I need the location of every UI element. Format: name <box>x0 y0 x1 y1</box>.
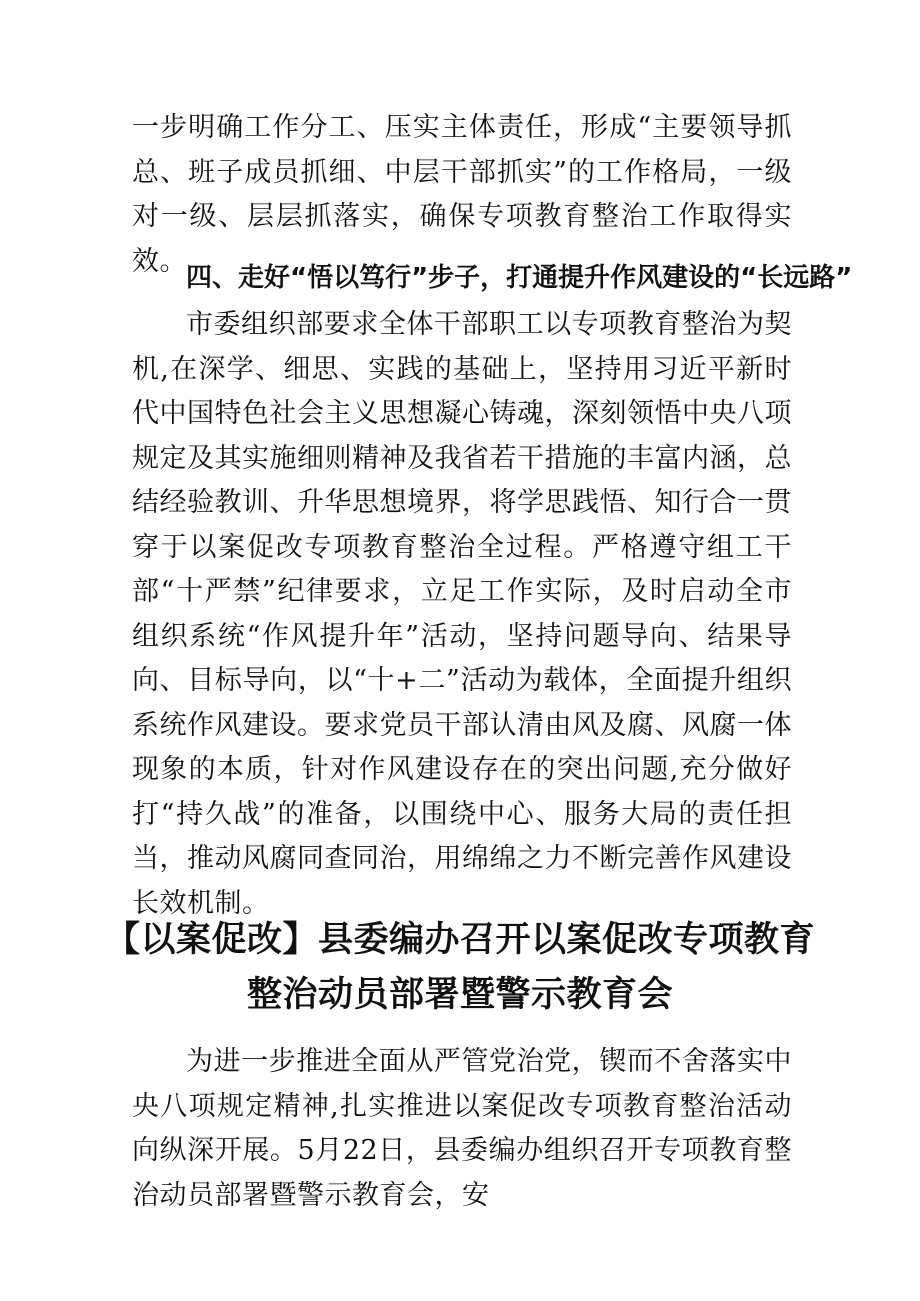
article-title-line-2: 整治动员部署暨警示教育会 <box>246 975 673 1015</box>
paragraph-responsibility: 一步明确工作分工、压实主体责任，形成“主要领导抓总、班子成员抓细、中层干部抓实”的工作格局，一级对一级、层层抓落实，确保专项教育整治工作取得实效。 <box>132 112 792 277</box>
article-title-line-1: 【以案促改】县委编办召开以案促改专项教育 <box>104 920 815 960</box>
paragraph-meeting-intro: 为进一步推进全面从严管党治党，锲而不舍落实中央八项规定精神,扎实推进以案促改专项教育整治活动向纵深开展。5月22日，县委编办组织召开专项教育整治动员部署暨警示教育会，安 <box>132 1046 792 1211</box>
section-heading-four: 四、走好“悟以笃行”步子，打通提升作风建设的“长远路” <box>186 263 853 293</box>
paragraph-organization-department: 市委组织部要求全体干部职工以专项教育整治为契机,在深学、细思、实践的基础上，坚持用习近平新时代中国特色社会主义思想凝心铸魂，深刻领悟中央八项规定及其实施细则精神及我省若干措施的丰富内涵，总结经验教训、升华思想境界，将学思践悟、知行合一贯穿于以案促改专项教育整治全过程。严格遵守组工干部“十严禁”纪律要求，立足工作实际，及时启动全市组织系统“作风提升年”活动，坚持问题导向、结果导向、目标导向，以“十+二”活动为载体，全面提升组织系统作风建设。要求党员干部认清由风及腐、风腐一体现象的本质，针对作风建设存在的突出问题,充分做好打“持久战”的准备，以围绕中心、服务大局的责任担当，推动风腐同查同治，用绵绵之力不断完善作风建设长效机制。 <box>132 309 792 919</box>
